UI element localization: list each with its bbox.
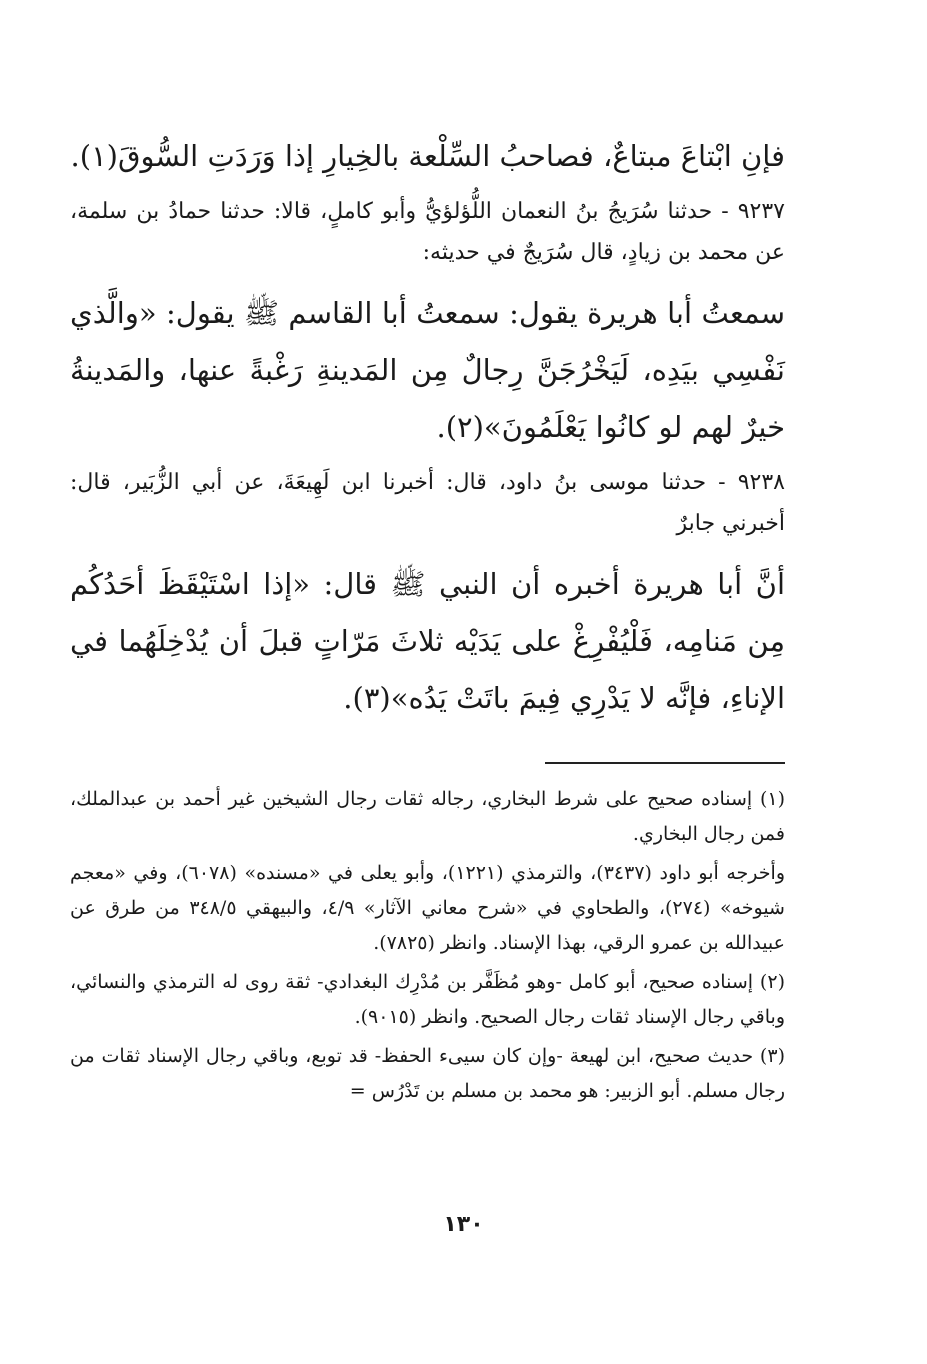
page-number: ١٣٠ [443,1212,484,1237]
hadith-9238-text: أنَّ أبا هريرة أخبره أن النبي ﷺ قال: «إذا اسْتَيْقَظَ أحَدُكُم مِن مَنامِه، فَلْيُفْرِغْ على يَدَيْه ثلاثَ مَرّاتٍ قبلَ أن يُدْخِلَهُما في الإناءِ، فإنَّه لا يَدْرِي فِيمَ باتَتْ يَدُه»(٣). [70,567,785,715]
hadith-9238-chain: ٩٢٣٨ - حدثنا موسى بنُ داود، قال: أخبرنا ابن لَهِيعَةَ، عن أبي الزُّبَير، قال: أخبرني جابرٌ [70,470,785,536]
footnote-1-continued: وأخرجه أبو داود (٣٤٣٧)، والترمذي (١٢٢١)، وأبو يعلى في «مسنده» (٦٠٧٨)، وفي «معجم شيوخه» (٢٧٤)، والطحاوي في «شرح معاني الآثار» ٤/٩، والبيهقي ٣٤٨/٥ من طرق عن عبيدالله بن عمرو الرقي، بهذا الإسناد. وانظر (٧٨٢٥). [70,862,785,954]
hadith-9237-text: سمعتُ أبا هريرة يقول: سمعتُ أبا القاسم ﷺ يقول: «والَّذي نَفْسِي بيَدِه، لَيَخْرُجَنَّ رِجالٌ مِن المَدينةِ رَغْبةً عنها، والمَدينةُ خيرٌ لهم لو كانُوا يَعْلَمُونَ»(٢). [70,296,785,444]
footnote-2: (٢) إسناده صحيح، أبو كامل -وهو مُظَفَّر بن مُدْرِك البغدادي- ثقة روى له الترمذي والنسائي، وباقي رجال الإسناد ثقات رجال الصحيح. وانظر (٩٠١٥). [70,971,785,1028]
page-body [70,128,785,1102]
footnote-divider [545,762,785,764]
footnotes [70,782,785,1113]
hadith-text-ending: فإنِ ابْتاعَ مبتاعٌ، فصاحبُ السِّلْعة بالخِيارِ إذا وَرَدَتِ السُّوقَ(١). [70,139,785,173]
footnote-1: (١) إسناده صحيح على شرط البخاري، رجاله ثقات رجال الشيخين غير أحمد بن عبدالملك، فمن رجال البخاري. [70,788,785,845]
footnote-3: (٣) حديث صحيح، ابن لهيعة -وإن كان سيىء الحفظ- قد توبع، وباقي رجال الإسناد ثقات من رجال مسلم. أبو الزبير: هو محمد بن مسلم بن تَدْرُس = [70,1045,785,1102]
hadith-9237-chain: ٩٢٣٧ - حدثنا سُرَيجُ بنُ النعمان اللُّؤلؤيُّ وأبو كاملٍ، قالا: حدثنا حمادُ بن سلمة، عن محمد بن زيادٍ، قال سُرَيجٌ في حديثه: [70,199,785,265]
